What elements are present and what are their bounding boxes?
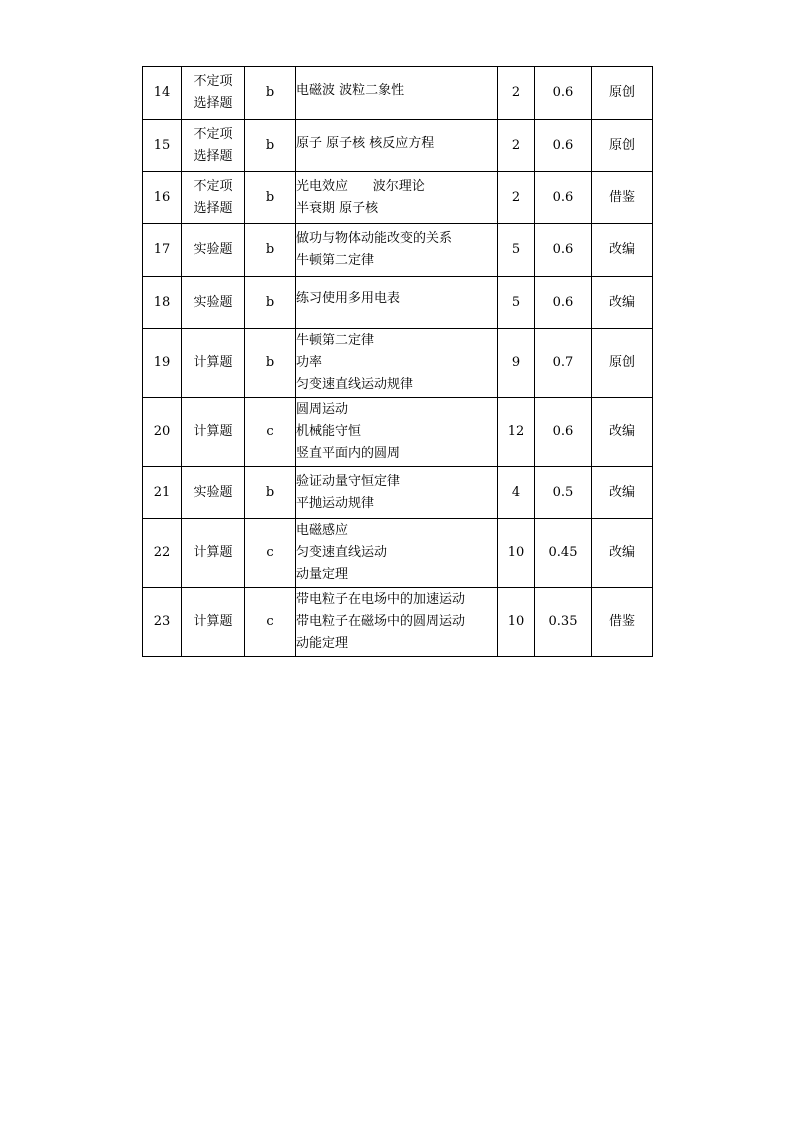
knowledge-point: 牛顿第二定律 (296, 253, 375, 268)
question-type-line: 选择题 (193, 148, 233, 164)
question-type (182, 120, 245, 172)
knowledge-point: 光电效应 波尔理论 (296, 178, 425, 194)
ability-level: c (245, 398, 296, 467)
question-number: 17 (143, 224, 182, 277)
question-type-line: 计算题 (193, 614, 233, 629)
table-body (143, 67, 653, 657)
question-type-line: 选择题 (193, 96, 233, 111)
knowledge-points (296, 329, 498, 398)
knowledge-point: 动能定理 (296, 636, 349, 651)
score: 5 (498, 277, 535, 329)
source: 改编 (592, 519, 653, 588)
difficulty: 0.6 (535, 398, 592, 467)
score: 2 (498, 172, 535, 224)
question-type-line: 选择题 (193, 200, 233, 216)
ability-level: b (245, 224, 296, 277)
question-number: 23 (143, 588, 182, 657)
score: 12 (498, 398, 535, 467)
source: 原创 (592, 329, 653, 398)
knowledge-point: 做功与物体动能改变的关系 (296, 231, 453, 246)
difficulty: 0.6 (535, 224, 592, 277)
ability-level: b (245, 467, 296, 519)
knowledge-point: 动量定理 (296, 567, 349, 582)
source: 原创 (592, 67, 653, 120)
knowledge-point: 平抛运动规律 (296, 495, 375, 511)
table-row (143, 329, 653, 398)
question-number: 21 (143, 467, 182, 519)
score: 5 (498, 224, 535, 277)
knowledge-points (296, 519, 498, 588)
score: 10 (498, 519, 535, 588)
table-row (143, 120, 653, 172)
knowledge-point: 电磁波 波粒二象性 (296, 83, 405, 98)
source: 改编 (592, 224, 653, 277)
question-type (182, 398, 245, 467)
score: 2 (498, 67, 535, 120)
knowledge-point: 练习使用多用电表 (296, 291, 401, 306)
ability-level: c (245, 519, 296, 588)
difficulty: 0.6 (535, 277, 592, 329)
question-type (182, 519, 245, 588)
knowledge-point: 竖直平面内的圆周 (296, 446, 401, 461)
table-row (143, 519, 653, 588)
question-type (182, 172, 245, 224)
difficulty: 0.7 (535, 329, 592, 398)
question-type (182, 588, 245, 657)
question-number: 18 (143, 277, 182, 329)
question-type (182, 277, 245, 329)
question-type-line: 实验题 (193, 242, 233, 257)
knowledge-point: 验证动量守恒定律 (296, 473, 401, 489)
source: 借鉴 (592, 588, 653, 657)
question-type-line: 不定项 (193, 178, 233, 194)
table-row (143, 224, 653, 277)
table-row (143, 172, 653, 224)
difficulty: 0.6 (535, 120, 592, 172)
question-type-line: 计算题 (193, 355, 233, 370)
ability-level: b (245, 172, 296, 224)
exam-spec-table (142, 66, 653, 657)
knowledge-point: 带电粒子在磁场中的圆周运动 (296, 614, 466, 629)
question-type (182, 329, 245, 398)
knowledge-points (296, 67, 498, 120)
ability-level: c (245, 588, 296, 657)
source: 改编 (592, 467, 653, 519)
knowledge-points (296, 467, 498, 519)
table-row (143, 588, 653, 657)
question-type-line: 不定项 (193, 126, 233, 142)
knowledge-point: 电磁感应 (296, 523, 349, 538)
ability-level: b (245, 67, 296, 120)
source: 改编 (592, 277, 653, 329)
table-row (143, 67, 653, 120)
ability-level: b (245, 277, 296, 329)
knowledge-point: 匀变速直线运动 (296, 545, 388, 560)
knowledge-points (296, 172, 498, 224)
knowledge-point: 机械能守恒 (296, 424, 362, 439)
knowledge-points (296, 120, 498, 172)
knowledge-point: 圆周运动 (296, 402, 349, 417)
question-type-line: 计算题 (193, 424, 233, 439)
score: 2 (498, 120, 535, 172)
difficulty: 0.5 (535, 467, 592, 519)
knowledge-points (296, 398, 498, 467)
ability-level: b (245, 329, 296, 398)
ability-level: b (245, 120, 296, 172)
source: 改编 (592, 398, 653, 467)
source: 原创 (592, 120, 653, 172)
difficulty: 0.6 (535, 67, 592, 120)
question-type-line: 不定项 (193, 74, 233, 89)
question-type-line: 实验题 (193, 484, 233, 500)
question-number: 16 (143, 172, 182, 224)
source: 借鉴 (592, 172, 653, 224)
knowledge-points (296, 588, 498, 657)
knowledge-point: 牛顿第二定律 (296, 333, 375, 348)
question-number: 19 (143, 329, 182, 398)
knowledge-point: 匀变速直线运动规律 (296, 377, 414, 392)
question-type (182, 67, 245, 120)
score: 4 (498, 467, 535, 519)
knowledge-point: 原子 原子核 核反应方程 (296, 136, 435, 151)
difficulty: 0.6 (535, 172, 592, 224)
question-type (182, 224, 245, 277)
knowledge-points (296, 224, 498, 277)
question-number: 15 (143, 120, 182, 172)
score: 10 (498, 588, 535, 657)
question-number: 14 (143, 67, 182, 120)
knowledge-points (296, 277, 498, 329)
knowledge-point: 半衰期 原子核 (296, 200, 379, 216)
question-type (182, 467, 245, 519)
difficulty: 0.35 (535, 588, 592, 657)
question-type-line: 实验题 (193, 294, 233, 310)
question-number: 22 (143, 519, 182, 588)
difficulty: 0.45 (535, 519, 592, 588)
table-row (143, 467, 653, 519)
knowledge-point: 功率 (296, 355, 323, 370)
table-row (143, 398, 653, 467)
table-row (143, 277, 653, 329)
question-number: 20 (143, 398, 182, 467)
knowledge-point: 带电粒子在电场中的加速运动 (296, 592, 466, 607)
question-type-line: 计算题 (193, 545, 233, 560)
score: 9 (498, 329, 535, 398)
